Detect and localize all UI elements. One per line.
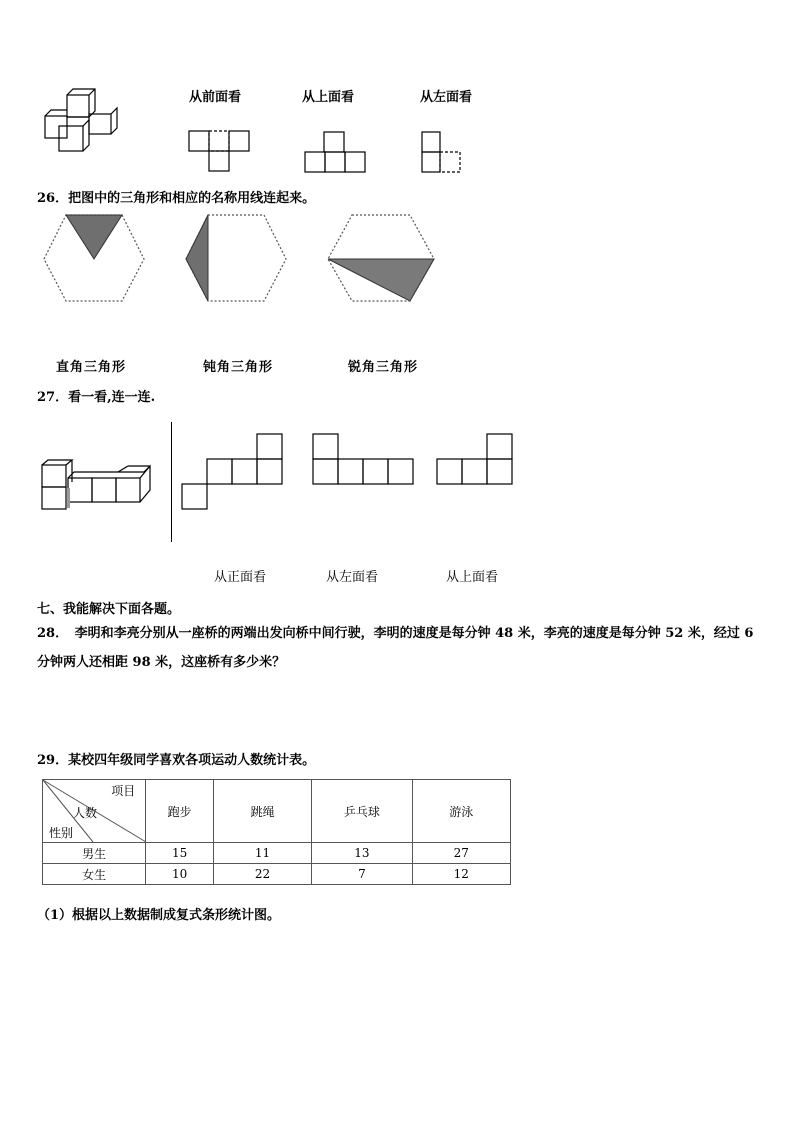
triangle-name-right: 直角三角形 (56, 360, 127, 375)
q27-view-figure-1 (182, 433, 286, 511)
table-cell: 13 (312, 843, 412, 864)
table-header-corner (43, 780, 146, 843)
section7-title: 七、我能解决下面各题。 (37, 602, 181, 617)
corner-label-item: 项目 (111, 784, 136, 798)
q27-view-figure-3 (436, 433, 516, 487)
hexagon-figure-2 (184, 213, 288, 305)
q29-sub1: （1）根据以上数据制成复式条形统计图。 (37, 908, 281, 923)
q27-view-label-top: 从上面看 (446, 570, 499, 585)
table-cell: 22 (213, 864, 311, 885)
q26-prompt: 26．把图中的三角形和相应的名称用线连起来。 (37, 191, 316, 206)
q27-view-label-front: 从正面看 (214, 570, 267, 585)
q27-view-label-left: 从左面看 (326, 570, 379, 585)
q25-front-view-figure (187, 128, 257, 174)
hexagon-figure-3 (326, 213, 436, 305)
q25-view-label-left: 从左面看 (420, 90, 473, 105)
table-row (43, 864, 511, 885)
q27-view-figure-2 (312, 433, 416, 487)
table-cell: 10 (146, 864, 214, 885)
table-row (43, 843, 511, 864)
q27-cube-solid-figure (40, 460, 156, 512)
q25-top-view-figure (304, 130, 368, 174)
column-header: 游泳 (412, 780, 510, 843)
q29-prompt: 29．某校四年级同学喜欢各项运动人数统计表。 (37, 753, 316, 768)
column-header: 跑步 (146, 780, 214, 843)
table-cell: 7 (312, 864, 412, 885)
row-label: 男生 (43, 843, 146, 864)
cube-stack-figure (40, 86, 130, 156)
sports-stat-table (42, 779, 511, 885)
table-cell: 15 (146, 843, 214, 864)
hexagon-figure-1 (42, 213, 146, 305)
q25-view-label-top: 从上面看 (302, 90, 355, 105)
q27-divider (171, 422, 172, 542)
column-header: 跳绳 (213, 780, 311, 843)
table-cell: 11 (213, 843, 311, 864)
q25-left-view-figure (420, 130, 466, 174)
table-cell: 12 (412, 864, 510, 885)
table-cell: 27 (412, 843, 510, 864)
corner-label-gender: 性别 (49, 826, 74, 840)
corner-label-count: 人数 (73, 806, 98, 820)
q25-view-label-front: 从前面看 (189, 90, 242, 105)
triangle-name-obtuse: 钝角三角形 (203, 360, 274, 375)
q27-prompt: 27．看一看,连一连. (37, 390, 156, 405)
row-label: 女生 (43, 864, 146, 885)
column-header: 乒乓球 (312, 780, 412, 843)
triangle-name-acute: 锐角三角形 (348, 360, 419, 375)
q28-text: 28． 李明和李亮分别从一座桥的两端出发向桥中间行驶，李明的速度是每分钟 48 米，李亮的速度是每分钟 52 米，经过 6 分钟两人还相距 98 米，这座桥有多少米？ (37, 626, 754, 670)
